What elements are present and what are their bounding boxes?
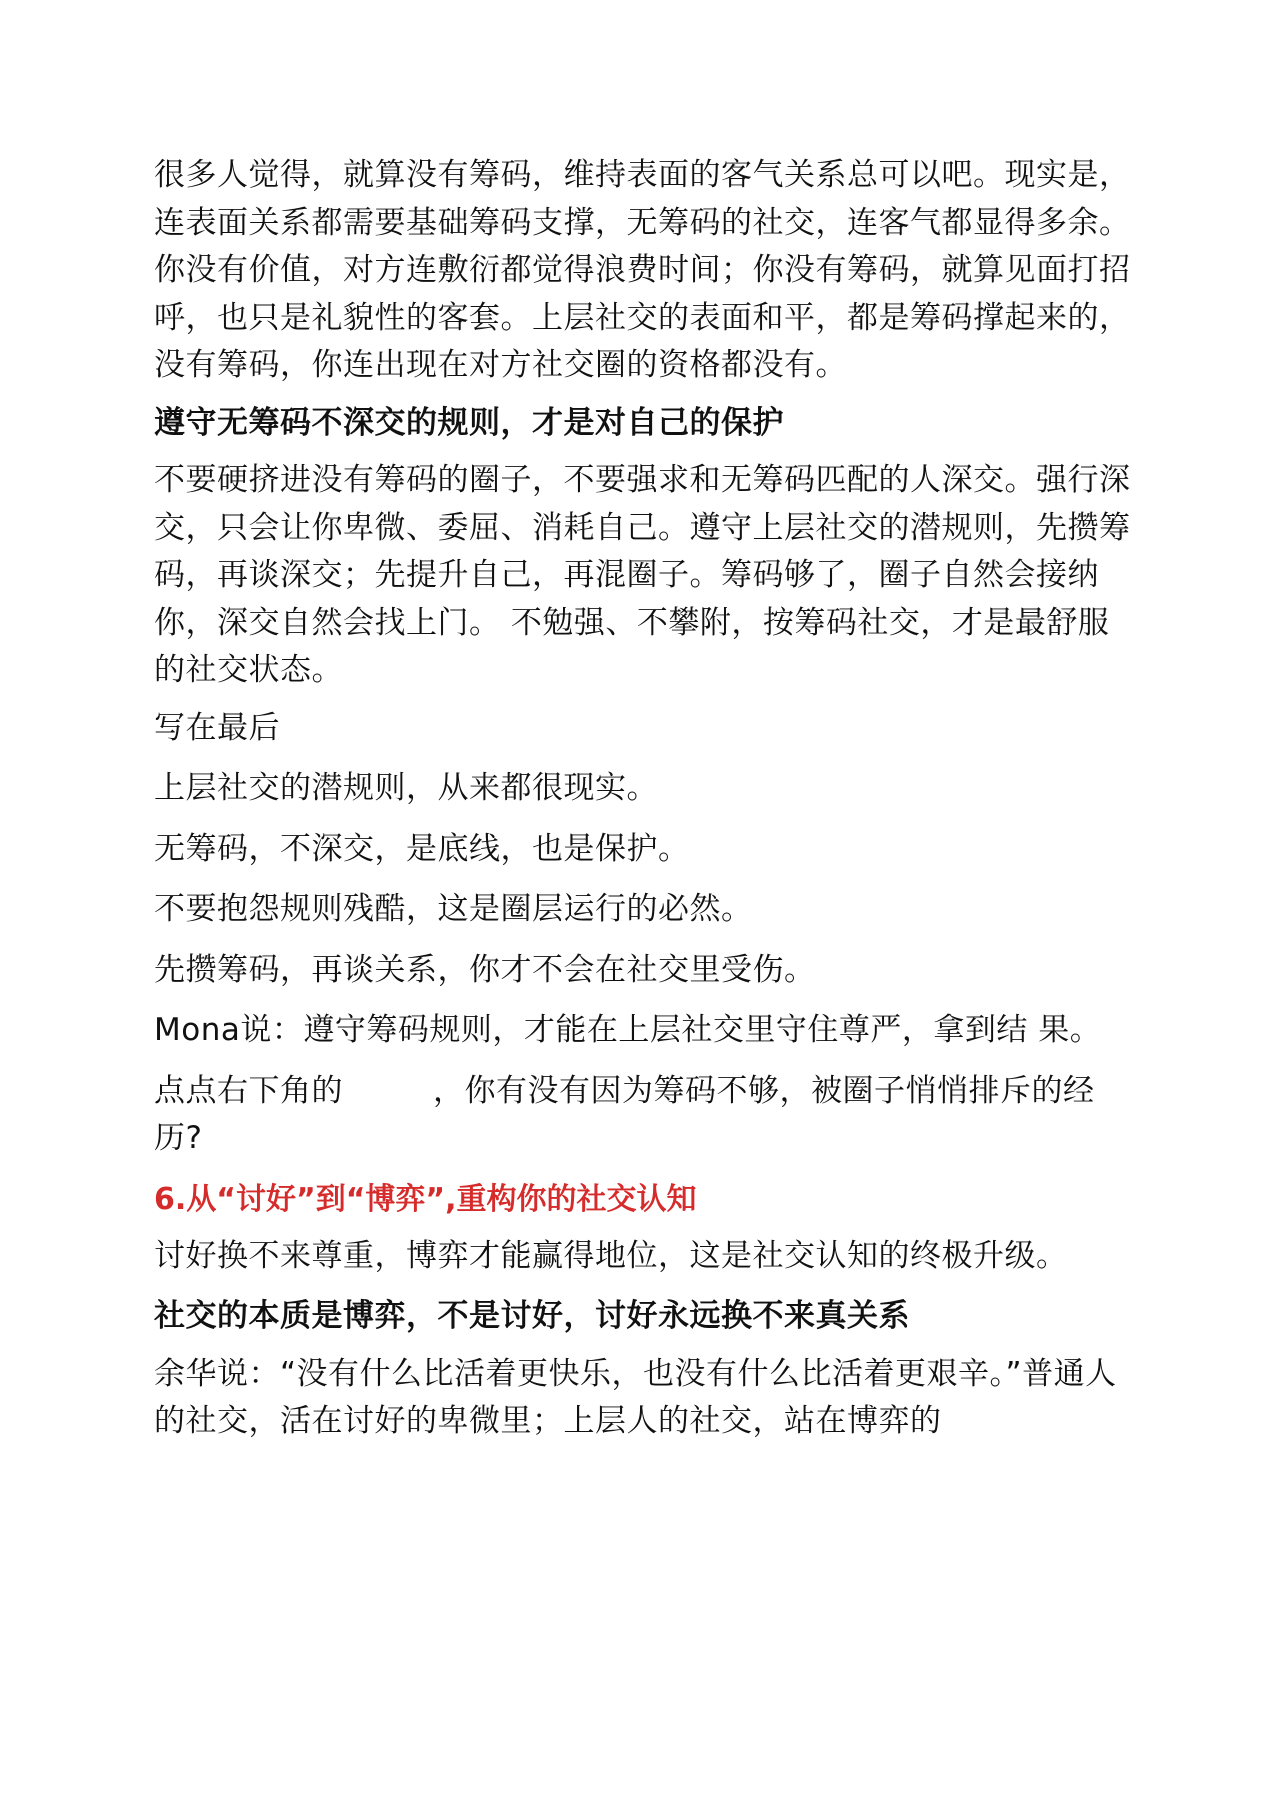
mona-quote: Mona说：遵守筹码规则，才能在上层社交里守住尊严，拿到结 果。 bbox=[154, 1012, 1102, 1048]
closing-line-2: 无筹码，不深交，是底线，也是保护。 bbox=[154, 830, 690, 867]
cta-text-before: 点点右下角的 bbox=[154, 1072, 343, 1109]
section-heading-protection: 遵守无筹码不深交的规则，才是对自己的保护 bbox=[154, 404, 784, 441]
paragraph-surface-relations: 很多人觉得，就算没有筹码，维持表面的客气关系总可以吧。现实是，连表面关系都需要基础筹码支撑，无筹码的社交，连客气都显得多余。你没有价值，对方连敷衍都觉得浪费时间；你没有筹码，就算见面打招呼，也只是礼貌性的客套。上层社交的表面和平，都是筹码撑起来的，没有筹码，你连出现在对方社交圈的资格都没有。 bbox=[154, 157, 1131, 383]
cta-text-after: ，你有没有因为筹码不够，被圈子悄悄排斥的经历? bbox=[154, 1072, 1095, 1156]
article-body bbox=[154, 152, 1134, 1446]
paragraph-game-theory: 讨好换不来尊重，博弈才能赢得地位，这是社交认知的终极升级。 bbox=[154, 1237, 1068, 1274]
section-heading-red: 6.从“讨好”到“博弈”,重构你的社交认知 bbox=[154, 1181, 697, 1217]
paragraph-dont-force: 不要硬挤进没有筹码的圈子，不要强求和无筹码匹配的人深交。强行深交，只会让你卑微、委屈、消耗自己。遵守上层社交的潜规则，先攒筹码，再谈深交；先提升自己，再混圈子。筹码够了，圈子自然会接纳你，深交自然会找上门。 不勉强、不攀附，按筹码社交，才是最舒服的社交状态。 bbox=[154, 462, 1131, 688]
closing-line-1: 上层社交的潜规则，从来都很现实。 bbox=[154, 770, 658, 806]
closing-line-4: 先攒筹码，再谈关系，你才不会在社交里受伤。 bbox=[154, 951, 816, 988]
section-heading-essence: 社交的本质是博弈，不是讨好，讨好永远换不来真关系 bbox=[154, 1298, 910, 1334]
call-to-action bbox=[154, 1068, 1134, 1163]
closing-title: 写在最后 bbox=[154, 709, 280, 746]
closing-line-3: 不要抱怨规则残酷，这是圈层运行的必然。 bbox=[154, 891, 753, 927]
paragraph-yuhua-quote: 余华说：“没有什么比活着更快乐，也没有什么比活着更艰辛。”普通人的社交，活在讨好的卑微里；上层人的社交，站在博弈的 bbox=[154, 1355, 1117, 1439]
